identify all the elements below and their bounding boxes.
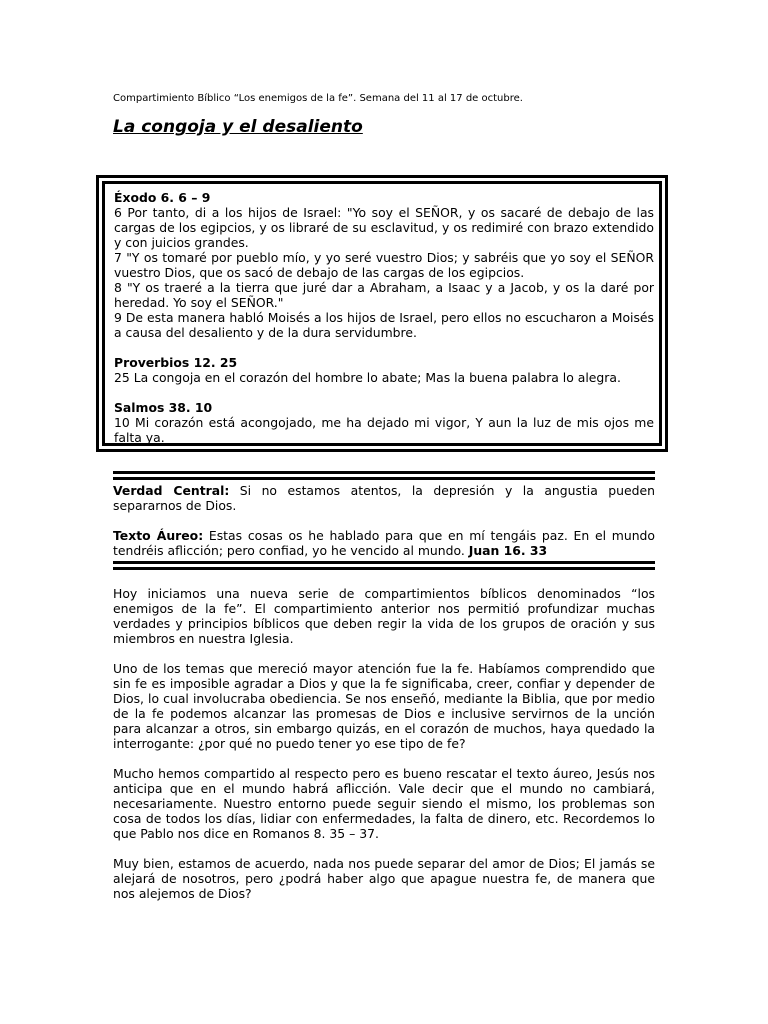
- texto-aureo-reference: Juan 16. 33: [468, 543, 548, 558]
- paragraph-3: Mucho hemos compartido al respecto pero es bueno rescatar el texto áureo, Jesús nos anticipa que en el mundo habrá aflicción. Vale decir que el mundo no cambiará, necesariamente. Nuestro entorno puede seguir siendo el mismo, los problemas son cosa de todos los días, lidiar con enfermedades, la falta de dinero, etc. Recordemos lo que Pablo nos dice en Romanos 8. 35 – 37.: [113, 766, 655, 841]
- paragraph-2: Uno de los temas que mereció mayor atención fue la fe. Habíamos comprendido que sin fe es imposible agradar a Dios y que la fe significaba, creer, confiar y depender de Dios, lo cual involucraba obediencia. Se nos enseñó, mediante la Biblia, que por medio de la fe podemos alcanzar las promesas de Dios e inclusive servirnos de la unción para alcanzar a otros, sin embargo quizás, en el corazón de muchos, haya quedado la interrogante: ¿por qué no puedo tener yo ese tipo de fe?: [113, 661, 655, 751]
- scripture-box: [96, 175, 668, 452]
- verdad-central-label: Verdad Central:: [113, 483, 230, 498]
- texto-aureo-label: Texto Áureo:: [113, 528, 204, 543]
- proverbios-reference: Proverbios 12. 25: [114, 355, 238, 370]
- exodo-reference: Éxodo 6. 6 – 9: [114, 190, 211, 205]
- top-divider-2: [113, 477, 655, 480]
- body-text: [113, 586, 655, 916]
- verdad-central: [113, 483, 655, 513]
- texto-aureo: [113, 528, 655, 558]
- top-divider-1: [113, 471, 655, 474]
- central-truth-section: [113, 483, 655, 558]
- exodo-verse-7: 7 "Y os tomaré por pueblo mío, y yo seré vuestro Dios; y sabréis que yo soy el SEÑOR vuestro Dios, que os sacó de debajo de las cargas de los egipcios.: [114, 250, 654, 280]
- exodo-verse-8: 8 "Y os traeré a la tierra que juré dar a Abraham, a Isaac y a Jacob, y os la daré por heredad. Yo soy el SEÑOR.": [114, 280, 654, 310]
- page-title: La congoja y el desaliento: [113, 117, 363, 137]
- paragraph-4: Muy bien, estamos de acuerdo, nada nos puede separar del amor de Dios; El jamás se alejará de nosotros, pero ¿podrá haber algo que apague nuestra fe, de manera que nos alejemos de Dios?: [113, 856, 655, 901]
- header-subtitle: Compartimiento Bíblico “Los enemigos de la fe”. Semana del 11 al 17 de octubre.: [113, 93, 523, 104]
- verdad-central-text: Si no estamos atentos, la depresión y la angustia pueden separarnos de Dios.: [113, 483, 655, 513]
- bottom-divider-2: [113, 567, 655, 570]
- scripture-box-inner: [102, 181, 662, 446]
- salmos-reference: Salmos 38. 10: [114, 400, 213, 415]
- texto-aureo-text: Estas cosas os he hablado para que en mí tengáis paz. En el mundo tendréis aflicción; pero confiad, yo he vencido al mundo.: [113, 528, 655, 558]
- bottom-divider-1: [113, 561, 655, 564]
- salmos-verse-10: 10 Mi corazón está acongojado, me ha dejado mi vigor, Y aun la luz de mis ojos me falta ya.: [114, 415, 654, 445]
- exodo-verse-6: 6 Por tanto, di a los hijos de Israel: "Yo soy el SEÑOR, y os sacaré de debajo de las cargas de los egipcios, y os libraré de su esclavitud, y os redimiré con brazo extendido y con juicios grandes.: [114, 205, 654, 250]
- paragraph-1: Hoy iniciamos una nueva serie de compartimientos bíblicos denominados “los enemigos de la fe”. El compartimiento anterior nos permitió profundizar muchas verdades y principios bíblicos que deben regir la vida de los grupos de oración y sus miembros en nuestra Iglesia.: [113, 586, 655, 646]
- exodo-verse-9: 9 De esta manera habló Moisés a los hijos de Israel, pero ellos no escucharon a Moisés a causa del desaliento y de la dura servidumbre.: [114, 310, 654, 340]
- proverbios-verse-25: 25 La congoja en el corazón del hombre lo abate; Mas la buena palabra lo alegra.: [114, 370, 621, 385]
